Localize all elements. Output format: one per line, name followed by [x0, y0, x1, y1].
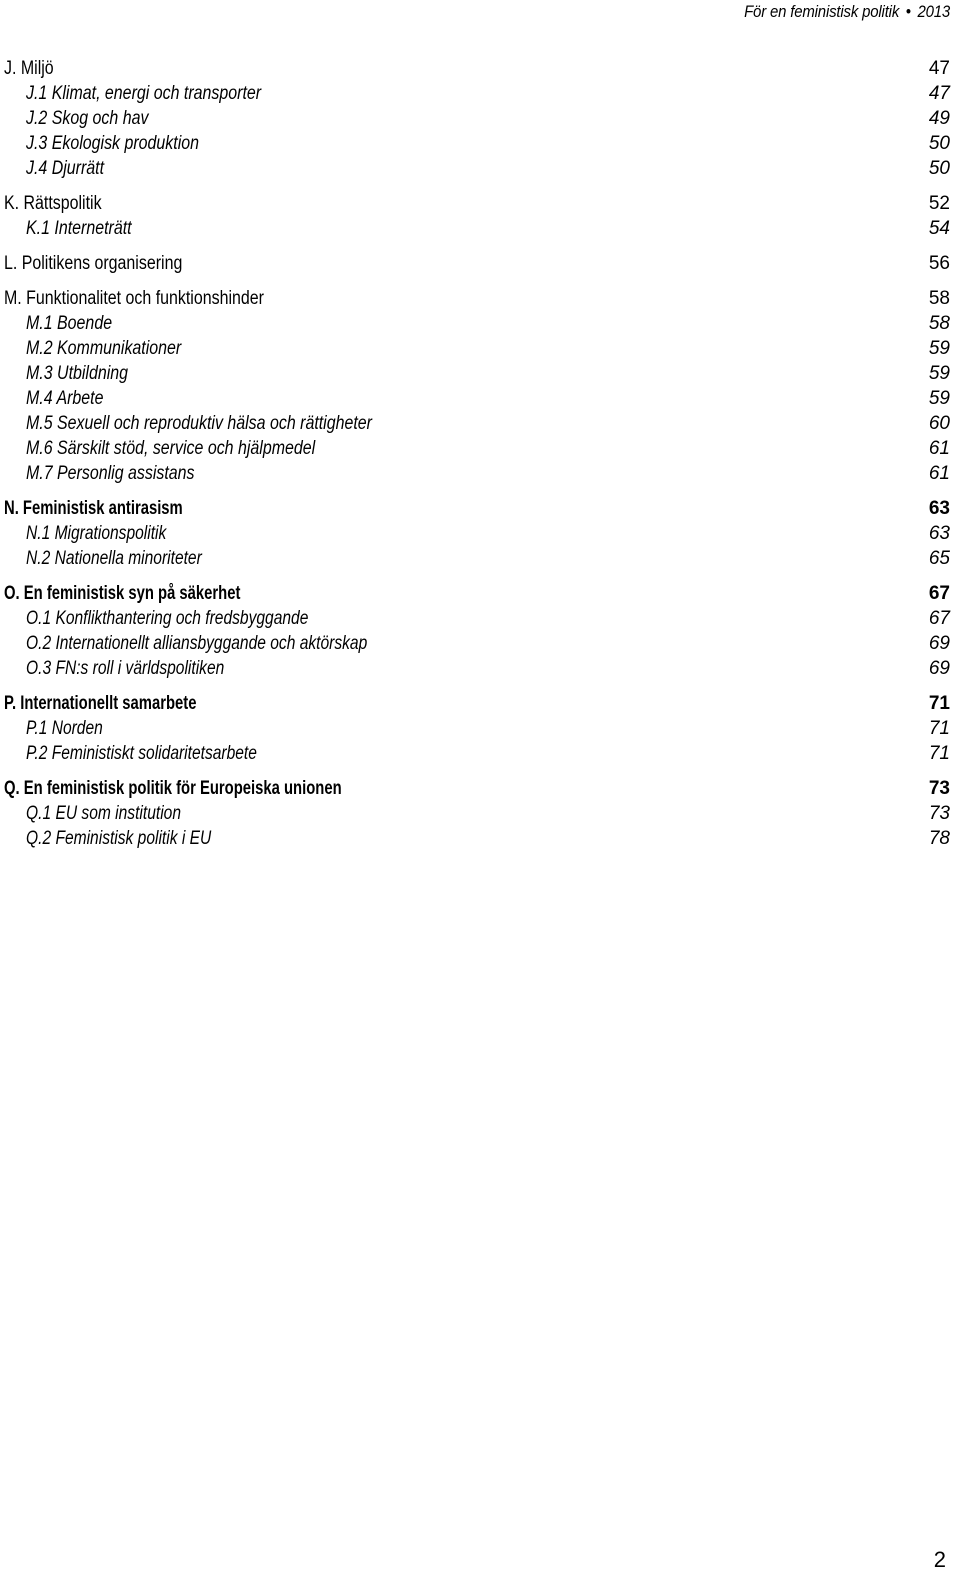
- table-of-contents: [4, 56, 954, 861]
- toc-subentry[interactable]: [4, 106, 954, 131]
- toc-entry[interactable]: [4, 191, 954, 216]
- toc-subentry-page: 59: [928, 338, 950, 359]
- toc-entry[interactable]: [4, 496, 954, 521]
- header-year: 2013: [917, 2, 950, 21]
- toc-subentry-title: Q.1 EU som institution: [26, 803, 182, 824]
- toc-subentry[interactable]: [4, 216, 954, 241]
- toc-subentry-page: 73: [928, 803, 950, 824]
- toc-subentry-page: 61: [928, 438, 950, 459]
- toc-subentry[interactable]: [4, 436, 954, 461]
- toc-entry-title: K. Rättspolitik: [4, 193, 102, 214]
- toc-entry[interactable]: [4, 56, 954, 81]
- toc-subentry-title: K.1 Interneträtt: [26, 218, 132, 239]
- toc-entry[interactable]: [4, 286, 954, 311]
- toc-subentry-title: M.7 Personlig assistans: [26, 463, 195, 484]
- toc-subentry-page: 50: [928, 133, 950, 154]
- page-number: 2: [933, 1547, 946, 1572]
- toc-subentry-title: O.3 FN:s roll i världspolitiken: [26, 658, 225, 679]
- toc-subentry-page: 71: [928, 743, 950, 764]
- toc-subentry[interactable]: [4, 826, 954, 851]
- toc-subentry-title: Q.2 Feministisk politik i EU: [26, 828, 212, 849]
- toc-subentry[interactable]: [4, 156, 954, 181]
- toc-subentry-page: 59: [928, 388, 950, 409]
- running-header: [744, 2, 950, 22]
- toc-entry-title: O. En feministisk syn på säkerhet: [4, 583, 241, 604]
- toc-entry-title: P. Internationellt samarbete: [4, 693, 197, 714]
- toc-entry-title: N. Feministisk antirasism: [4, 498, 183, 519]
- toc-entry-page: 52: [928, 193, 950, 214]
- toc-subentry-title: O.2 Internationellt alliansbyggande och aktörskap: [26, 633, 368, 654]
- toc-entry-page: 47: [928, 58, 950, 79]
- toc-subentry-title: J.2 Skog och hav: [26, 108, 149, 129]
- toc-subentry-page: 65: [928, 548, 950, 569]
- toc-subentry[interactable]: [4, 361, 954, 386]
- toc-subentry-page: 69: [928, 658, 950, 679]
- toc-subentry[interactable]: [4, 386, 954, 411]
- toc-subentry-page: 71: [928, 718, 950, 739]
- toc-section-k: [4, 191, 954, 241]
- toc-subentry[interactable]: [4, 336, 954, 361]
- toc-entry[interactable]: [4, 581, 954, 606]
- toc-subentry[interactable]: [4, 741, 954, 766]
- toc-section-l: [4, 251, 954, 276]
- toc-subentry[interactable]: [4, 411, 954, 436]
- toc-subentry-page: 47: [928, 83, 950, 104]
- toc-entry-title: J. Miljö: [4, 58, 54, 79]
- toc-entry[interactable]: [4, 776, 954, 801]
- toc-entry-page: 63: [928, 498, 950, 519]
- toc-subentry-title: J.3 Ekologisk produktion: [26, 133, 200, 154]
- toc-subentry[interactable]: [4, 81, 954, 106]
- toc-subentry-title: M.1 Boende: [26, 313, 113, 334]
- header-bullet: •: [905, 2, 911, 21]
- toc-entry-title: M. Funktionalitet och funktionshinder: [4, 288, 264, 309]
- toc-subentry-title: J.1 Klimat, energi och transporter: [26, 83, 262, 104]
- toc-subentry[interactable]: [4, 716, 954, 741]
- toc-subentry[interactable]: [4, 631, 954, 656]
- toc-subentry-title: N.2 Nationella minoriteter: [26, 548, 202, 569]
- toc-subentry-title: M.5 Sexuell och reproduktiv hälsa och rättigheter: [26, 413, 372, 434]
- toc-entry-page: 73: [928, 778, 950, 799]
- toc-subentry-title: M.2 Kommunikationer: [26, 338, 182, 359]
- header-title: För en feministisk politik: [744, 2, 900, 21]
- toc-subentry-page: 61: [928, 463, 950, 484]
- toc-subentry-page: 63: [928, 523, 950, 544]
- toc-entry[interactable]: [4, 251, 954, 276]
- toc-subentry-page: 59: [928, 363, 950, 384]
- toc-section-q: [4, 776, 954, 851]
- toc-entry-title: L. Politikens organisering: [4, 253, 183, 274]
- toc-subentry[interactable]: [4, 461, 954, 486]
- toc-subentry-page: 49: [928, 108, 950, 129]
- toc-section-n: [4, 496, 954, 571]
- toc-subentry[interactable]: [4, 131, 954, 156]
- toc-entry-page: 67: [928, 583, 950, 604]
- toc-subentry-title: P.2 Feministiskt solidaritetsarbete: [26, 743, 257, 764]
- toc-subentry[interactable]: [4, 606, 954, 631]
- toc-subentry-title: P.1 Norden: [26, 718, 103, 739]
- toc-subentry[interactable]: [4, 521, 954, 546]
- toc-section-p: [4, 691, 954, 766]
- toc-section-m: [4, 286, 954, 486]
- toc-entry-title: Q. En feministisk politik för Europeiska unionen: [4, 778, 342, 799]
- toc-subentry-title: J.4 Djurrätt: [26, 158, 105, 179]
- toc-section-j: [4, 56, 954, 181]
- toc-subentry[interactable]: [4, 801, 954, 826]
- toc-subentry-page: 67: [928, 608, 950, 629]
- toc-subentry-title: O.1 Konflikthantering och fredsbyggande: [26, 608, 309, 629]
- toc-entry-page: 56: [928, 253, 950, 274]
- toc-entry-page: 71: [928, 693, 950, 714]
- toc-subentry-page: 60: [928, 413, 950, 434]
- toc-subentry-title: M.6 Särskilt stöd, service och hjälpmedel: [26, 438, 316, 459]
- toc-subentry-page: 58: [928, 313, 950, 334]
- toc-subentry-page: 69: [928, 633, 950, 654]
- toc-subentry-page: 54: [928, 218, 950, 239]
- toc-subentry-page: 78: [928, 828, 950, 849]
- toc-subentry-title: M.4 Arbete: [26, 388, 104, 409]
- toc-subentry-title: N.1 Migrationspolitik: [26, 523, 167, 544]
- toc-entry[interactable]: [4, 691, 954, 716]
- toc-entry-page: 58: [928, 288, 950, 309]
- toc-subentry[interactable]: [4, 546, 954, 571]
- toc-subentry-title: M.3 Utbildning: [26, 363, 129, 384]
- toc-section-o: [4, 581, 954, 681]
- toc-subentry-page: 50: [928, 158, 950, 179]
- toc-subentry[interactable]: [4, 656, 954, 681]
- toc-subentry[interactable]: [4, 311, 954, 336]
